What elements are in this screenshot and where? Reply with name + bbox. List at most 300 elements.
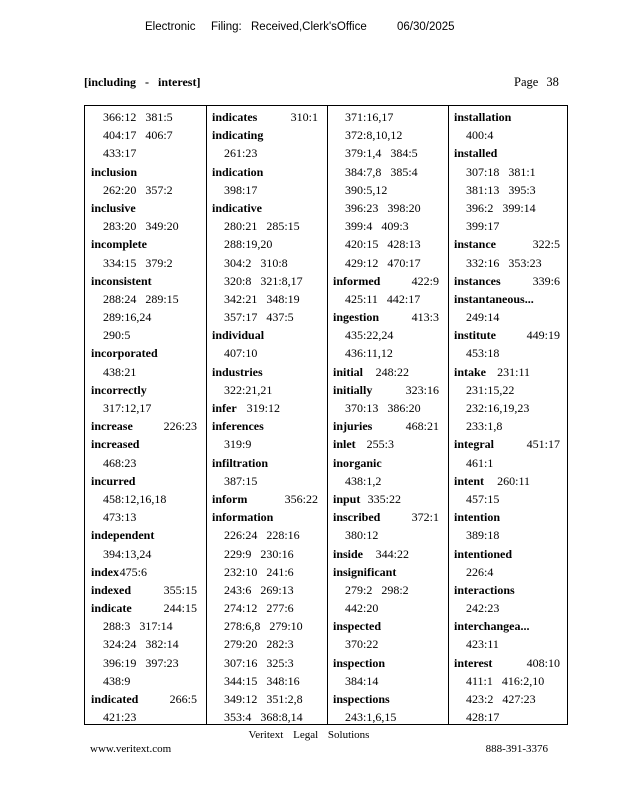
term-label: indicates xyxy=(212,110,258,124)
index-reference xyxy=(212,563,318,581)
index-reference xyxy=(333,199,439,217)
term-label: inspected xyxy=(333,619,381,634)
reference-text: 420:15 428:13 xyxy=(345,237,421,252)
index-reference xyxy=(91,654,197,672)
term-label: infiltration xyxy=(212,455,268,470)
index-term xyxy=(454,545,560,563)
index-term xyxy=(454,472,560,490)
index-reference xyxy=(91,308,197,326)
index-reference xyxy=(333,290,439,308)
term-label: incorporated xyxy=(91,346,158,361)
term-label: indexed xyxy=(91,582,132,597)
reference-text: 407:10 xyxy=(224,346,258,361)
reference-text: 334:15 379:2 xyxy=(103,255,173,270)
term-label: intentioned xyxy=(454,546,513,561)
term-reference: 372:1 xyxy=(411,510,439,525)
term-label: input xyxy=(333,491,361,506)
index-term xyxy=(454,108,560,126)
reference-text: 320:8 321:8,17 xyxy=(224,273,303,288)
reference-text: 232:16,19,23 xyxy=(466,401,530,415)
index-reference xyxy=(212,672,318,690)
index-range xyxy=(84,75,200,90)
index-reference xyxy=(212,654,318,672)
reference-text: 288:3 317:14 xyxy=(103,619,173,634)
index-reference xyxy=(454,126,560,144)
term-label: integral xyxy=(454,437,494,452)
term-reference: 451:17 xyxy=(526,437,560,452)
reference-text: 423:11 xyxy=(466,637,499,652)
reference-text: 436:11,12 xyxy=(345,346,393,361)
reference-text: 349:12 351:2,8 xyxy=(224,692,303,706)
reference-text: 370:13 386:20 xyxy=(345,401,421,415)
index-term xyxy=(212,508,318,526)
index-reference xyxy=(454,672,560,690)
index-term xyxy=(333,654,439,672)
term-reference: 266:5 xyxy=(169,692,197,706)
index-reference xyxy=(91,290,197,308)
index-reference xyxy=(91,217,197,235)
reference-text: 404:17 406:7 xyxy=(103,128,173,143)
reference-text: 398:17 xyxy=(224,182,258,197)
index-term xyxy=(212,326,318,344)
index-reference xyxy=(212,217,318,235)
index-term xyxy=(333,435,439,453)
index-reference xyxy=(333,635,439,653)
term-label: inclusion xyxy=(91,164,138,179)
index-term xyxy=(454,508,560,526)
reference-text: 396:23 398:20 xyxy=(345,200,421,215)
term-label: intake xyxy=(454,364,487,379)
reference-text: 421:23 xyxy=(103,710,137,725)
term-label: initial xyxy=(333,364,364,379)
reference-text: 370:22 xyxy=(345,637,379,652)
term-label: incurred xyxy=(91,473,136,488)
index-reference xyxy=(212,181,318,199)
index-term xyxy=(333,363,439,381)
page-number xyxy=(514,75,559,90)
index-term xyxy=(454,363,560,381)
term-label: increased xyxy=(91,437,140,452)
index-reference xyxy=(91,672,197,690)
term-reference: 323:16 xyxy=(405,382,439,397)
term-label: injuries xyxy=(333,419,373,434)
term-label: instance xyxy=(454,237,496,252)
index-reference xyxy=(212,581,318,599)
index-reference xyxy=(333,181,439,199)
index-term xyxy=(333,381,439,399)
term-label: independent xyxy=(91,528,155,543)
index-term xyxy=(333,690,439,708)
reference-text: 387:15 xyxy=(224,473,258,488)
reference-text: 231:15,22 xyxy=(466,382,515,397)
term-reference: 231:11 xyxy=(497,364,530,379)
index-reference xyxy=(91,490,197,508)
page-label: Page xyxy=(514,75,539,89)
term-label: inspection xyxy=(333,655,386,670)
reference-text: 433:17 xyxy=(103,146,137,161)
filing-received: Received,Clerk'sOffice xyxy=(251,21,367,33)
index-term xyxy=(212,490,318,508)
index-term xyxy=(333,617,439,635)
reference-text: 394:13,24 xyxy=(103,546,152,561)
term-label: installation xyxy=(454,110,512,124)
reference-text: 274:12 277:6 xyxy=(224,601,294,616)
term-reference: 468:21 xyxy=(405,419,439,434)
term-label: incorrectly xyxy=(91,382,147,397)
index-term xyxy=(454,290,560,308)
term-reference: 339:6 xyxy=(532,273,560,288)
reference-text: 435:22,24 xyxy=(345,328,394,343)
term-label: index xyxy=(91,564,120,579)
reference-text: 262:20 357:2 xyxy=(103,182,173,197)
index-reference xyxy=(212,545,318,563)
index-reference xyxy=(91,363,197,381)
index-reference xyxy=(454,454,560,472)
index-reference xyxy=(212,235,318,253)
reference-text: 384:7,8 385:4 xyxy=(345,164,418,179)
index-term xyxy=(91,163,197,181)
index-term xyxy=(91,581,197,599)
reference-text: 461:1 xyxy=(466,455,494,470)
term-label: increase xyxy=(91,419,133,434)
term-label: intention xyxy=(454,510,501,525)
index-reference xyxy=(454,381,560,399)
index-reference xyxy=(333,472,439,490)
index-reference xyxy=(333,126,439,144)
index-reference xyxy=(333,581,439,599)
index-reference xyxy=(454,690,560,708)
term-label: indication xyxy=(212,164,264,179)
reference-text: 226:4 xyxy=(466,564,494,579)
reference-text: 357:17 437:5 xyxy=(224,310,294,325)
reference-text: 261:23 xyxy=(224,146,258,161)
index-column-2 xyxy=(212,108,318,726)
reference-text: 322:21,21 xyxy=(224,382,273,397)
reference-text: 283:20 349:20 xyxy=(103,219,179,234)
index-reference xyxy=(91,181,197,199)
reference-text: 243:1,6,15 xyxy=(345,710,397,725)
term-label: inconsistent xyxy=(91,273,152,288)
term-label: interest xyxy=(454,655,493,670)
index-reference xyxy=(212,290,318,308)
index-reference xyxy=(454,308,560,326)
reference-text: 442:20 xyxy=(345,601,379,616)
index-term xyxy=(212,417,318,435)
term-label: installed xyxy=(454,146,498,161)
index-reference xyxy=(212,254,318,272)
index-reference xyxy=(91,454,197,472)
index-term xyxy=(454,326,560,344)
reference-text: 468:23 xyxy=(103,455,137,470)
index-term xyxy=(454,144,560,162)
index-reference xyxy=(91,399,197,417)
term-label: interactions xyxy=(454,582,515,597)
column-divider xyxy=(327,106,328,724)
reference-text: 249:14 xyxy=(466,310,500,325)
reference-text: 428:17 xyxy=(466,710,500,725)
index-reference xyxy=(333,254,439,272)
index-term xyxy=(91,344,197,362)
index-reference xyxy=(212,272,318,290)
term-reference: 244:15 xyxy=(163,601,197,616)
term-reference: 322:5 xyxy=(532,237,560,252)
reference-text: 307:16 325:3 xyxy=(224,655,294,670)
reference-text: 438:1,2 xyxy=(345,473,382,488)
index-reference xyxy=(212,708,318,726)
reference-text: 290:5 xyxy=(103,328,131,343)
term-label: industries xyxy=(212,364,263,379)
index-reference xyxy=(212,308,318,326)
index-reference xyxy=(454,344,560,362)
index-reference xyxy=(91,326,197,344)
index-term xyxy=(454,235,560,253)
index-reference xyxy=(91,508,197,526)
index-reference xyxy=(212,435,318,453)
filing-electronic: Electronic xyxy=(145,21,196,33)
index-term xyxy=(333,508,439,526)
index-reference xyxy=(454,399,560,417)
index-term xyxy=(91,526,197,544)
term-label: indicate xyxy=(91,601,132,616)
index-column-3 xyxy=(333,108,439,726)
reference-text: 280:21 285:15 xyxy=(224,219,300,234)
term-label: infer xyxy=(212,401,237,415)
index-reference xyxy=(454,163,560,181)
reference-text: 288:24 289:15 xyxy=(103,291,179,306)
reference-text: 379:1,4 384:5 xyxy=(345,146,418,161)
term-label: interchangea... xyxy=(454,619,530,634)
index-reference xyxy=(333,108,439,126)
term-label: inorganic xyxy=(333,455,382,470)
reference-text: 399:17 xyxy=(466,219,500,234)
reference-text: 389:18 xyxy=(466,528,500,543)
index-reference xyxy=(454,563,560,581)
term-label: inspections xyxy=(333,692,390,706)
term-label: incomplete xyxy=(91,237,147,252)
reference-text: 226:24 228:16 xyxy=(224,528,300,543)
reference-text: 372:8,10,12 xyxy=(345,128,403,143)
index-reference xyxy=(454,217,560,235)
reference-text: 242:23 xyxy=(466,601,500,616)
reference-text: 344:15 348:16 xyxy=(224,673,300,688)
index-table xyxy=(84,105,568,725)
index-reference xyxy=(333,672,439,690)
index-reference xyxy=(333,163,439,181)
index-reference xyxy=(212,381,318,399)
reference-text: 366:12 381:5 xyxy=(103,110,173,124)
term-reference: 449:19 xyxy=(526,328,560,343)
index-reference xyxy=(212,617,318,635)
range-from: [including xyxy=(84,75,137,89)
index-term xyxy=(454,435,560,453)
reference-text: 229:9 230:16 xyxy=(224,546,294,561)
term-reference: 260:11 xyxy=(497,473,530,488)
term-reference: 319:12 xyxy=(246,401,280,415)
reference-text: 279:20 282:3 xyxy=(224,637,294,652)
index-reference xyxy=(212,690,318,708)
reference-text: 233:1,8 xyxy=(466,419,503,434)
column-divider xyxy=(448,106,449,724)
index-term xyxy=(91,272,197,290)
index-term xyxy=(91,690,197,708)
reference-text: 324:24 382:14 xyxy=(103,637,179,652)
index-reference xyxy=(454,635,560,653)
term-label: inclusive xyxy=(91,200,136,215)
filing-header xyxy=(0,21,618,37)
reference-text: 458:12,16,18 xyxy=(103,491,167,506)
index-term xyxy=(333,454,439,472)
term-reference: 413:3 xyxy=(411,310,439,325)
index-reference xyxy=(91,108,197,126)
reference-text: 429:12 470:17 xyxy=(345,255,421,270)
index-reference xyxy=(212,344,318,362)
reference-text: 423:2 427:23 xyxy=(466,692,536,706)
reference-text: 390:5,12 xyxy=(345,182,388,197)
index-term xyxy=(333,563,439,581)
index-term xyxy=(333,308,439,326)
reference-text: 232:10 241:6 xyxy=(224,564,294,579)
term-reference: 408:10 xyxy=(526,655,560,670)
term-label: inferences xyxy=(212,419,264,434)
reference-text: 473:13 xyxy=(103,510,137,525)
index-reference xyxy=(454,708,560,726)
reference-text: 384:14 xyxy=(345,673,379,688)
term-reference: 422:9 xyxy=(411,273,439,288)
index-reference xyxy=(333,344,439,362)
index-reference xyxy=(91,635,197,653)
index-term xyxy=(333,490,439,508)
index-reference xyxy=(333,399,439,417)
range-to: interest] xyxy=(158,75,201,89)
index-term xyxy=(91,472,197,490)
reference-text: 278:6,8 279:10 xyxy=(224,619,303,634)
index-term xyxy=(212,108,318,126)
index-reference xyxy=(454,490,560,508)
term-reference: 226:23 xyxy=(163,419,197,434)
term-reference: 475:6 xyxy=(119,564,147,579)
reference-text: 380:12 xyxy=(345,528,379,543)
index-term xyxy=(212,126,318,144)
term-reference: 356:22 xyxy=(284,491,318,506)
term-label: individual xyxy=(212,328,265,343)
reference-text: 332:16 353:23 xyxy=(466,255,542,270)
reference-text: 438:9 xyxy=(103,673,131,688)
reference-text: 400:4 xyxy=(466,128,494,143)
footer-website: www.veritext.com xyxy=(90,743,172,755)
index-term xyxy=(91,417,197,435)
term-reference: 248:22 xyxy=(375,364,409,379)
reference-text: 399:4 409:3 xyxy=(345,219,409,234)
term-label: initially xyxy=(333,382,373,397)
index-term xyxy=(91,599,197,617)
index-reference xyxy=(454,526,560,544)
index-term xyxy=(91,199,197,217)
index-reference xyxy=(212,144,318,162)
term-label: inside xyxy=(333,546,364,561)
index-term xyxy=(91,235,197,253)
index-term xyxy=(333,417,439,435)
index-term xyxy=(454,654,560,672)
reference-text: 396:19 397:23 xyxy=(103,655,179,670)
index-term xyxy=(333,545,439,563)
page-value: 38 xyxy=(546,75,559,89)
term-label: indicating xyxy=(212,128,264,143)
index-reference xyxy=(454,254,560,272)
term-label: institute xyxy=(454,328,496,343)
index-reference xyxy=(333,708,439,726)
column-divider xyxy=(206,106,207,724)
reference-text: 396:2 399:14 xyxy=(466,200,536,215)
index-reference xyxy=(91,545,197,563)
term-label: information xyxy=(212,510,274,525)
footer-phone: 888-391-3376 xyxy=(485,743,548,755)
index-term xyxy=(454,617,560,635)
index-reference xyxy=(91,126,197,144)
index-term xyxy=(91,563,197,581)
reference-text: 371:16,17 xyxy=(345,110,394,124)
reference-text: 453:18 xyxy=(466,346,500,361)
index-column-1 xyxy=(91,108,197,726)
index-reference xyxy=(333,599,439,617)
reference-text: 317:12,17 xyxy=(103,401,152,415)
reference-text: 289:16,24 xyxy=(103,310,152,325)
reference-text: 243:6 269:13 xyxy=(224,582,294,597)
reference-text: 353:4 368:8,14 xyxy=(224,710,303,725)
reference-text: 457:15 xyxy=(466,491,500,506)
term-reference: 344:22 xyxy=(375,546,409,561)
reference-text: 381:13 395:3 xyxy=(466,182,536,197)
index-reference xyxy=(333,526,439,544)
reference-text: 319:9 xyxy=(224,437,252,452)
term-reference: 255:3 xyxy=(366,437,394,452)
index-reference xyxy=(333,217,439,235)
term-reference: 335:22 xyxy=(367,491,401,506)
index-reference xyxy=(333,235,439,253)
index-term xyxy=(454,272,560,290)
index-reference xyxy=(333,144,439,162)
reference-text: 342:21 348:19 xyxy=(224,291,300,306)
reference-text: 304:2 310:8 xyxy=(224,255,288,270)
reference-text: 288:19,20 xyxy=(224,237,273,252)
index-reference xyxy=(91,617,197,635)
index-term xyxy=(212,399,318,417)
index-reference xyxy=(454,181,560,199)
index-reference xyxy=(212,526,318,544)
term-label: inlet xyxy=(333,437,356,452)
index-reference xyxy=(91,254,197,272)
index-term xyxy=(454,581,560,599)
footer-company: Veritext Legal Solutions xyxy=(248,729,370,741)
term-reference: 310:1 xyxy=(290,110,318,124)
term-label: instances xyxy=(454,273,501,288)
index-term xyxy=(212,163,318,181)
reference-text: 411:1 416:2,10 xyxy=(466,673,545,688)
index-reference xyxy=(212,599,318,617)
term-label: instantaneous... xyxy=(454,291,534,306)
index-term xyxy=(333,272,439,290)
range-separator: - xyxy=(145,75,150,89)
index-term xyxy=(212,454,318,472)
term-label: indicated xyxy=(91,692,139,706)
reference-text: 438:21 xyxy=(103,364,137,379)
reference-text: 425:11 442:17 xyxy=(345,291,421,306)
filing-label: Filing: xyxy=(211,21,242,33)
index-reference xyxy=(454,199,560,217)
term-label: informed xyxy=(333,273,381,288)
index-reference xyxy=(212,635,318,653)
index-reference xyxy=(91,708,197,726)
index-reference xyxy=(212,472,318,490)
